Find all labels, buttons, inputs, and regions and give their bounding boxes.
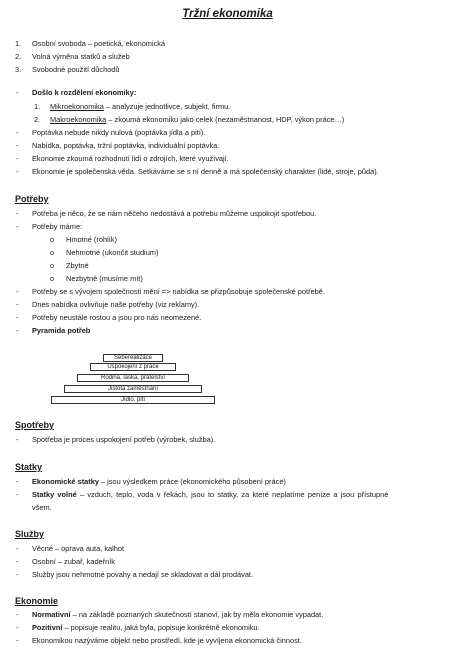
circle-bullet: o <box>50 261 55 270</box>
list-number: 2. <box>34 115 41 124</box>
section-heading-sluzby: Služby <box>15 529 45 539</box>
section-heading-potreby: Potřeby <box>15 194 49 204</box>
potreby-type-4: Nezbytné (musíme mít) <box>66 274 143 283</box>
potreby-point-4: Dnes nabídka ovlivňuje naše potřeby (viz reklamy). <box>32 300 200 309</box>
dash-bullet: - <box>16 209 19 218</box>
statky-point-2: Statky volné – vzduch, teplo, voda v řekách, jsou to statky, za které neplatíme peníze a jsou přístupné <box>32 490 389 499</box>
dash-bullet: - <box>16 477 19 486</box>
dash-bullet: - <box>16 636 19 645</box>
dash-bullet: - <box>16 222 19 231</box>
pyramid-level-4: Jistota zaměstnání <box>64 385 202 393</box>
sluzby-item-2: Osobní – zubař, kadeřník <box>32 557 115 566</box>
dash-bullet: - <box>16 300 19 309</box>
section-heading-spotreby: Spotřeby <box>15 420 55 430</box>
pyramid-level-5: Jídlo, pití <box>51 396 215 404</box>
pyramid-level-1: Seberealizace <box>103 354 163 362</box>
list-number: 2. <box>15 52 22 61</box>
dash-bullet: - <box>16 128 19 137</box>
general-point-2: Nabídka, poptávka, tržní poptávka, individuální poptávka. <box>32 141 220 150</box>
intro-item-1: Osobní svoboda – poetická, ekonomická <box>32 39 166 48</box>
dash-bullet: - <box>16 490 19 499</box>
potreby-point-2: Potřeby máme: <box>32 222 83 231</box>
dash-bullet: - <box>16 557 19 566</box>
potreby-type-1: Hmotné (rohlík) <box>66 235 117 244</box>
sluzby-item-1: Věcné – oprava auta, kalhot <box>32 544 125 553</box>
section-heading-ekonomie: Ekonomie <box>15 596 59 606</box>
dash-bullet: - <box>16 623 19 632</box>
ekonomie-point-3: Ekonomikou nazýváme objekt nebo prostředí, kde je vyvíjena ekonomická činnost. <box>32 636 302 645</box>
general-point-1: Poptávka nebude nikdy nulová (poptávka jídla a pití). <box>32 128 206 137</box>
circle-bullet: o <box>50 235 55 244</box>
list-number: 3. <box>15 65 22 74</box>
pyramid-level-3: Rodina, láska, přátelství <box>77 374 189 382</box>
dash-bullet: - <box>16 154 19 163</box>
dash-bullet: - <box>16 326 19 335</box>
potreby-point-6: Pyramida potřeb <box>32 326 91 335</box>
intro-item-2: Volná výměna statků a služeb <box>32 52 130 61</box>
ekonomie-point-1: Normativní – na základě poznaných skutečností stanoví, jak by měla ekonomie vypadat. <box>32 610 324 619</box>
general-point-3: Ekonomie zkoumá rozhodnutí lidí o zdrojích, které využívají. <box>32 154 229 163</box>
potreby-type-2: Nehmotné (ukončit studium) <box>66 248 159 257</box>
division-item-macro: Makroekonomika – zkoumá ekonomiku jako celek (nezaměstnanost, HDP, výkon práce…) <box>50 115 345 124</box>
dash-bullet: - <box>16 167 19 176</box>
potreby-point-3: Potřeby se s vývojem společnosti mění => nabídka se přizpůsobuje společenské potřebě. <box>32 287 325 296</box>
circle-bullet: o <box>50 274 55 283</box>
dash-bullet: - <box>16 435 19 444</box>
intro-item-3: Svobodné použití důchodů <box>32 65 120 74</box>
dash-bullet: - <box>16 88 19 97</box>
circle-bullet: o <box>50 248 55 257</box>
dash-bullet: - <box>16 570 19 579</box>
general-point-4: Ekonomie je společenská věda. Setkáváme se s ní denně a má společenský charakter (lidé, stroje, půda). <box>32 167 379 176</box>
division-heading: Došlo k rozdělení ekonomiky: <box>32 88 137 97</box>
ekonomie-point-2: Pozitivní – popisuje realitu, jaká byla, popisuje konkrétně ekonomiku. <box>32 623 260 632</box>
section-heading-statky: Statky <box>15 462 43 472</box>
pyramid-level-2: Uspokojení z práce <box>90 363 176 371</box>
dash-bullet: - <box>16 610 19 619</box>
spotreby-point-1: Spotřeba je proces uspokojení potřeb (výrobek, služba). <box>32 435 216 444</box>
sluzby-item-3: Služby jsou nehmotné povahy a nedají se skladovat a dál prodávat. <box>32 570 254 579</box>
document-title: Tržní ekonomika <box>182 8 273 20</box>
list-number: 1. <box>15 39 22 48</box>
dash-bullet: - <box>16 287 19 296</box>
division-item-micro: Mikroekonomika – analyzuje jednotlivce, subjekt, firmu. <box>50 102 231 111</box>
statky-point-2-continuation: všem. <box>32 503 52 512</box>
dash-bullet: - <box>16 544 19 553</box>
statky-point-1: Ekonomické statky – jsou výsledkem práce (ekonomického působení práce) <box>32 477 286 486</box>
potreby-point-5: Potřeby neustále rostou a jsou pro nás neomezené. <box>32 313 202 322</box>
dash-bullet: - <box>16 141 19 150</box>
potreby-type-3: Zbytné <box>66 261 89 270</box>
potreby-point-1: Potřeba je něco, že se nám něčeho nedostává a potřebu můžeme uspokojit spotřebou. <box>32 209 317 218</box>
list-number: 1. <box>34 102 41 111</box>
dash-bullet: - <box>16 313 19 322</box>
